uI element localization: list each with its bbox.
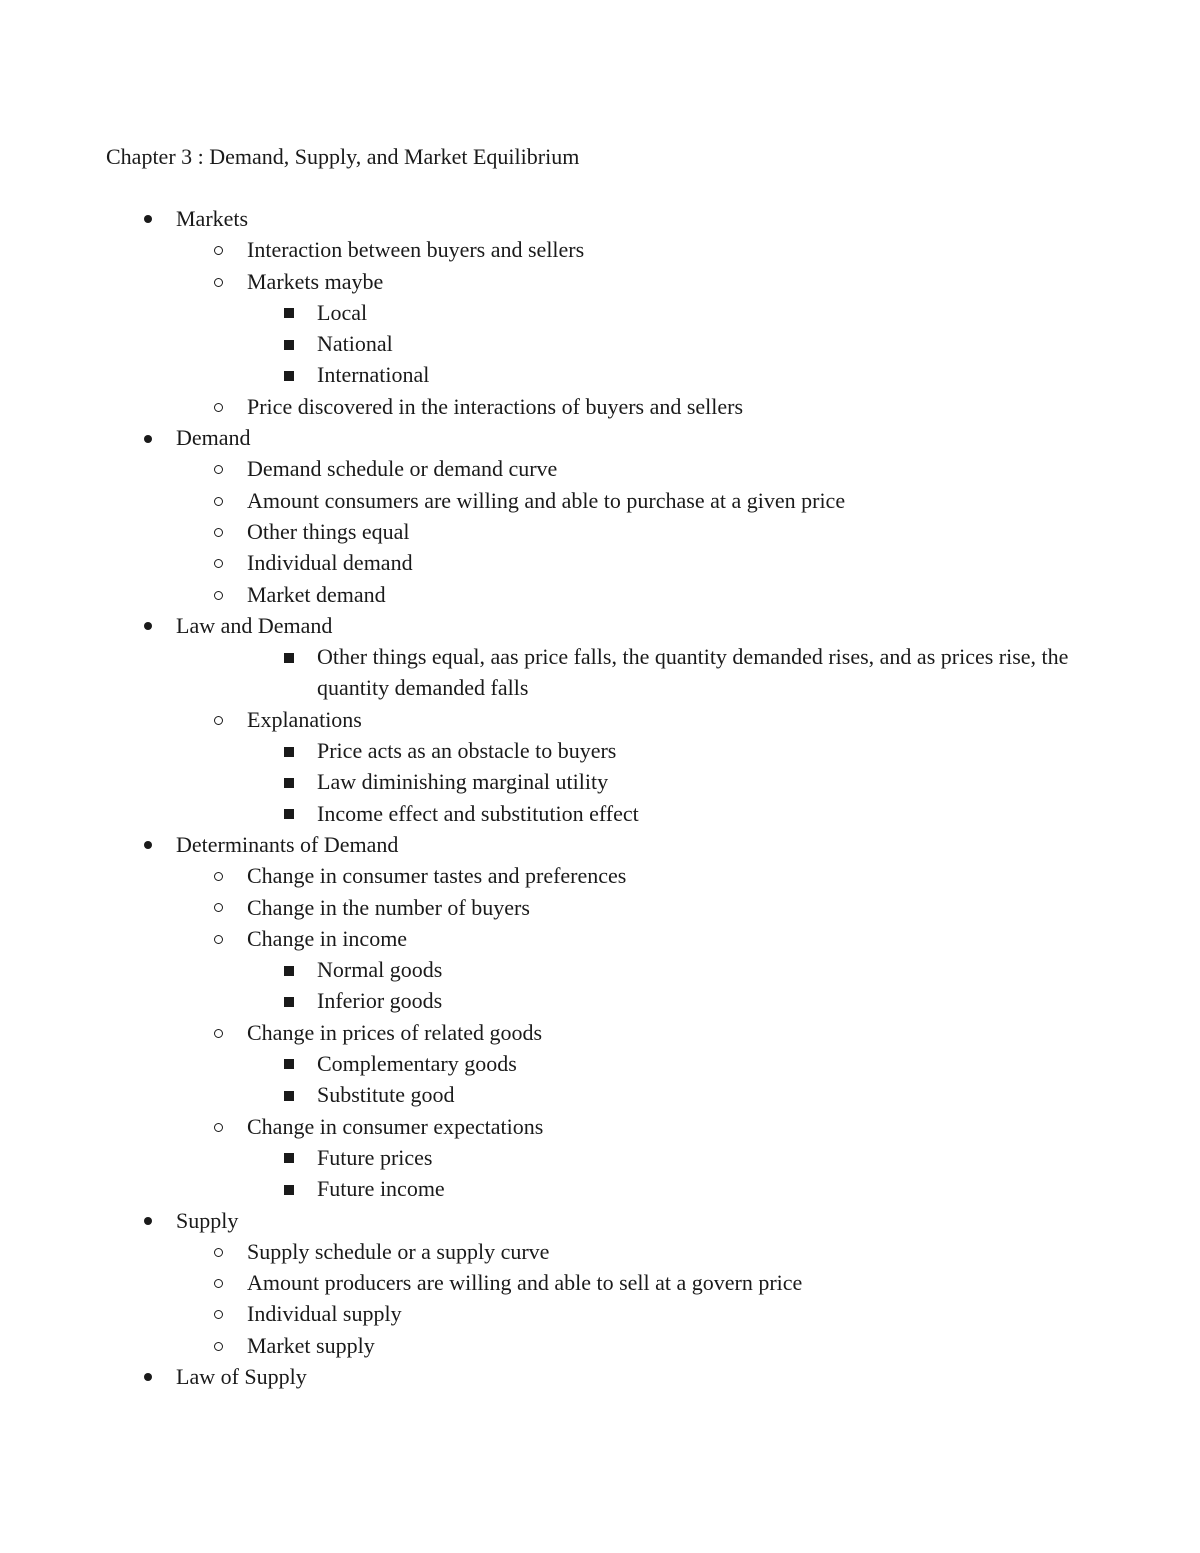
- outline-item-level-2: [0, 860, 1200, 891]
- bullet-marker: [133, 829, 163, 860]
- bullet-marker: [274, 735, 304, 766]
- square-bullet-icon: [284, 340, 294, 350]
- bullet-marker: [133, 203, 163, 234]
- square-bullet-icon: [284, 966, 294, 976]
- circle-bullet-icon: [214, 497, 223, 506]
- outline-item-text: Individual supply: [247, 1301, 402, 1327]
- outline-item-level-2: [0, 923, 1200, 954]
- outline-item-text: Market demand: [247, 581, 386, 607]
- outline-item-level-2: [0, 1017, 1200, 1048]
- outline-item-text: Supply: [176, 1207, 239, 1233]
- outline-item-text: National: [317, 331, 393, 357]
- bullet-marker: [203, 579, 233, 610]
- disc-bullet-icon: [144, 215, 152, 223]
- outline-item-level-1: [0, 203, 1200, 234]
- bullet-marker: [203, 892, 233, 923]
- outline-item-level-2: [0, 453, 1200, 484]
- outline-item-text: Markets maybe: [247, 268, 384, 294]
- outline-item-level-2: [0, 516, 1200, 547]
- circle-bullet-icon: [214, 403, 223, 412]
- outline-item-level-3: [0, 359, 1200, 390]
- square-bullet-icon: [284, 371, 294, 381]
- disc-bullet-icon: [144, 622, 152, 630]
- bullet-marker: [203, 453, 233, 484]
- outline-item-text: Market supply: [247, 1332, 375, 1358]
- outline-item-text: Inferior goods: [317, 988, 443, 1014]
- bullet-marker: [203, 1017, 233, 1048]
- square-bullet-icon: [284, 308, 294, 318]
- outline-item-text: Substitute good: [317, 1082, 455, 1108]
- outline-item-level-2: [0, 892, 1200, 923]
- bullet-marker: [203, 485, 233, 516]
- circle-bullet-icon: [214, 591, 223, 600]
- bullet-marker: [274, 359, 304, 390]
- outline-item-text: Local: [317, 299, 368, 325]
- outline-item-level-3: [0, 798, 1200, 829]
- outline-item-text: Change in prices of related goods: [247, 1019, 543, 1045]
- outline-item-level-2: [0, 704, 1200, 735]
- outline-item-text: Law diminishing marginal utility: [317, 769, 609, 795]
- square-bullet-icon: [284, 778, 294, 788]
- circle-bullet-icon: [214, 1123, 223, 1132]
- bullet-marker: [203, 547, 233, 578]
- circle-bullet-icon: [214, 872, 223, 881]
- outline-item-text: Change in consumer tastes and preferences: [247, 863, 627, 889]
- square-bullet-icon: [284, 809, 294, 819]
- circle-bullet-icon: [214, 1342, 223, 1351]
- outline-list: [0, 203, 1200, 1392]
- outline-item-text: Amount producers are willing and able to sell at a govern price: [247, 1270, 803, 1296]
- square-bullet-icon: [284, 653, 294, 663]
- outline-item-text: Law of Supply: [176, 1363, 307, 1389]
- outline-item-level-3: [0, 328, 1200, 359]
- outline-item-text: Individual demand: [247, 550, 413, 576]
- bullet-marker: [274, 328, 304, 359]
- bullet-marker: [274, 798, 304, 829]
- outline-item-text: Determinants of Demand: [176, 831, 399, 857]
- outline-item-level-3: [0, 1173, 1200, 1204]
- outline-item-level-3: [0, 297, 1200, 328]
- bullet-marker: [133, 1205, 163, 1236]
- outline-item-level-1: [0, 1205, 1200, 1236]
- outline-item-level-3: [0, 1079, 1200, 1110]
- bullet-marker: [203, 1267, 233, 1298]
- outline-item-level-3: [0, 641, 1097, 704]
- outline-item-level-3: [0, 985, 1200, 1016]
- outline-item-text: Change in the number of buyers: [247, 894, 530, 920]
- outline-item-text: Other things equal: [247, 518, 410, 544]
- circle-bullet-icon: [214, 1029, 223, 1038]
- bullet-marker: [274, 954, 304, 985]
- outline-item-level-2: [0, 1111, 1200, 1142]
- outline-item-level-3: [0, 954, 1200, 985]
- outline-item-level-3: [0, 735, 1200, 766]
- outline-item-text: Explanations: [247, 706, 362, 732]
- outline-item-text: Supply schedule or a supply curve: [247, 1238, 550, 1264]
- bullet-marker: [203, 266, 233, 297]
- outline-item-text: Other things equal, aas price falls, the quantity demanded rises, and as prices rise, the quantity demanded falls: [317, 644, 1069, 701]
- outline-item-text: International: [317, 362, 430, 388]
- disc-bullet-icon: [144, 841, 152, 849]
- square-bullet-icon: [284, 1153, 294, 1163]
- outline-item-level-3: [0, 1142, 1200, 1173]
- outline-item-text: Law and Demand: [176, 612, 333, 638]
- bullet-marker: [203, 516, 233, 547]
- outline-item-level-2: [0, 547, 1200, 578]
- outline-item-text: Normal goods: [317, 957, 443, 983]
- outline-item-level-3: [0, 1048, 1200, 1079]
- circle-bullet-icon: [214, 246, 223, 255]
- circle-bullet-icon: [214, 1310, 223, 1319]
- outline-item-level-3: [0, 766, 1200, 797]
- outline-item-text: Change in income: [247, 925, 408, 951]
- circle-bullet-icon: [214, 528, 223, 537]
- outline-item-level-2: [0, 1267, 1200, 1298]
- bullet-marker: [274, 1142, 304, 1173]
- outline-item-level-2: [0, 1330, 1200, 1361]
- bullet-marker: [274, 297, 304, 328]
- page-title: Chapter 3 : Demand, Supply, and Market Equilibrium: [106, 144, 580, 169]
- bullet-marker: [274, 985, 304, 1016]
- outline-item-level-2: [0, 391, 1200, 422]
- circle-bullet-icon: [214, 465, 223, 474]
- outline-item-level-2: [0, 266, 1200, 297]
- outline-item-level-1: [0, 1361, 1200, 1392]
- outline-item-level-2: [0, 485, 1200, 516]
- disc-bullet-icon: [144, 435, 152, 443]
- circle-bullet-icon: [214, 716, 223, 725]
- bullet-marker: [203, 1330, 233, 1361]
- outline-item-level-2: [0, 234, 1200, 265]
- outline-item-level-2: [0, 579, 1200, 610]
- bullet-marker: [274, 766, 304, 797]
- outline-item-text: Future prices: [317, 1144, 433, 1170]
- square-bullet-icon: [284, 747, 294, 757]
- circle-bullet-icon: [214, 278, 223, 287]
- circle-bullet-icon: [214, 559, 223, 568]
- bullet-marker: [133, 422, 163, 453]
- outline-item-text: Amount consumers are willing and able to purchase at a given price: [247, 487, 846, 513]
- circle-bullet-icon: [214, 1248, 223, 1257]
- bullet-marker: [274, 641, 304, 672]
- outline-item-text: Complementary goods: [317, 1051, 517, 1077]
- square-bullet-icon: [284, 1059, 294, 1069]
- outline-item-text: Price acts as an obstacle to buyers: [317, 738, 617, 764]
- square-bullet-icon: [284, 997, 294, 1007]
- bullet-marker: [274, 1048, 304, 1079]
- outline-item-level-2: [0, 1298, 1200, 1329]
- outline-item-level-2: [0, 1236, 1200, 1267]
- outline-item-level-1: [0, 829, 1200, 860]
- bullet-marker: [203, 1111, 233, 1142]
- circle-bullet-icon: [214, 935, 223, 944]
- outline-item-text: Future income: [317, 1176, 445, 1202]
- circle-bullet-icon: [214, 903, 223, 912]
- outline-item-text: Demand: [176, 425, 251, 451]
- outline-item-level-1: [0, 610, 1200, 641]
- square-bullet-icon: [284, 1091, 294, 1101]
- outline-item-text: Interaction between buyers and sellers: [247, 237, 585, 263]
- bullet-marker: [133, 1361, 163, 1392]
- bullet-marker: [274, 1079, 304, 1110]
- bullet-marker: [203, 923, 233, 954]
- bullet-marker: [203, 860, 233, 891]
- bullet-marker: [133, 610, 163, 641]
- bullet-marker: [203, 704, 233, 735]
- bullet-marker: [203, 391, 233, 422]
- disc-bullet-icon: [144, 1217, 152, 1225]
- circle-bullet-icon: [214, 1279, 223, 1288]
- disc-bullet-icon: [144, 1373, 152, 1381]
- bullet-marker: [274, 1173, 304, 1204]
- square-bullet-icon: [284, 1185, 294, 1195]
- outline-item-text: Income effect and substitution effect: [317, 800, 639, 826]
- bullet-marker: [203, 1298, 233, 1329]
- outline-item-level-1: [0, 422, 1200, 453]
- bullet-marker: [203, 1236, 233, 1267]
- outline-item-text: Price discovered in the interactions of buyers and sellers: [247, 393, 744, 419]
- outline-item-text: Markets: [176, 206, 249, 231]
- bullet-marker: [203, 234, 233, 265]
- outline-item-text: Change in consumer expectations: [247, 1113, 544, 1139]
- outline-item-text: Demand schedule or demand curve: [247, 456, 558, 482]
